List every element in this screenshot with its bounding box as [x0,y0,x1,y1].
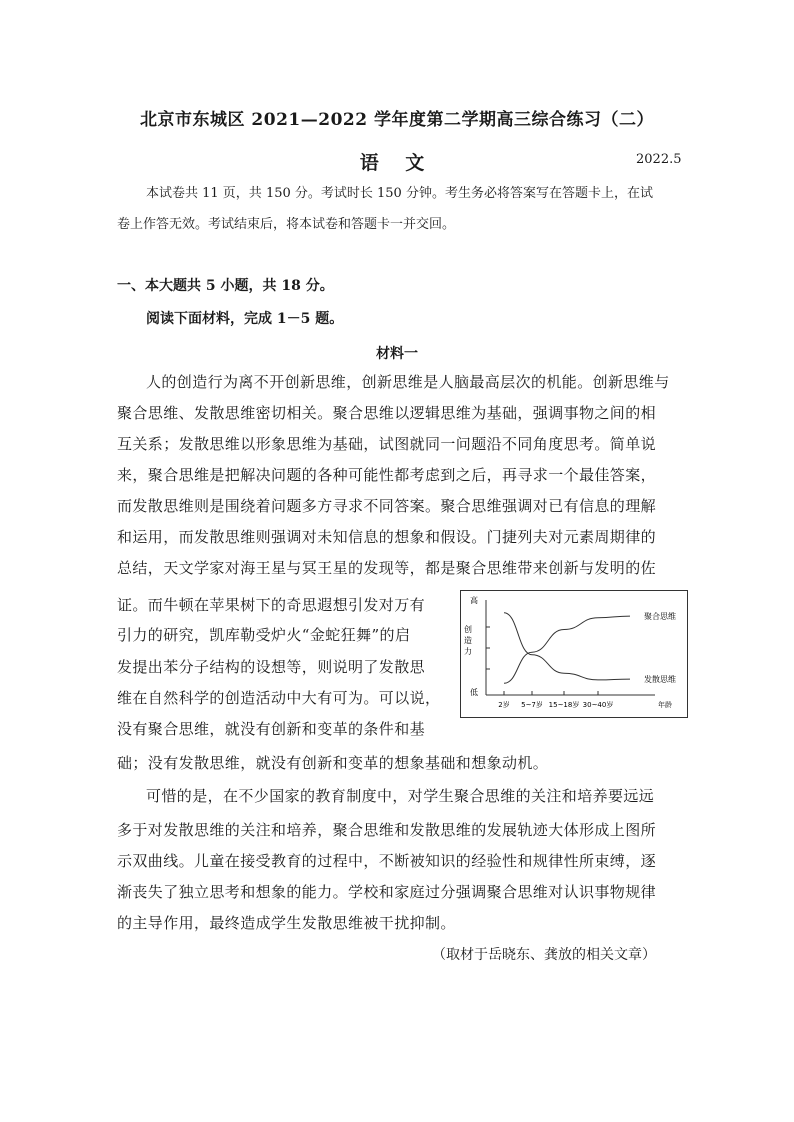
x-tick-label: 5~7岁 [521,701,543,709]
paragraph-line: 引力的研究，凯库勒受炉火“金蛇狂舞”的启 [117,626,411,644]
paragraph-line: 渐丧失了独立思考和想象的能力。学校和家庭过分强调聚合思维对认识事物规律 [117,883,657,901]
y-high-label: 高 [470,596,478,605]
paragraph-line: 而发散思维则是围绕着问题多方寻求不同答案。聚合思维强调对已有信息的理解 [117,497,657,515]
creativity-chart [460,590,688,718]
x-tick-label: 年龄 [658,701,672,709]
paragraph-line: 多于对发散思维的关注和培养，聚合思维和发散思维的发展轨迹大体形成上图所 [117,821,657,839]
y-axis-label: 创造力 [464,625,472,656]
paragraph-line: 聚合思维、发散思维密切相关。聚合思维以逻辑思维为基础，强调事物之间的相 [117,404,657,422]
section-heading: 一、本大题共 5 小题，共 18 分。 [117,278,334,294]
paragraph-line: 证。而牛顿在苹果树下的奇思遐想引发对万有 [117,596,426,614]
intro-line: 卷上作答无效。考试结束后，将本试卷和答题卡一并交回。 [117,217,456,232]
x-tick-label: 30~40岁 [582,701,614,709]
chart-frame [461,591,688,718]
y-low-label: 低 [470,688,478,697]
exam-title: 北京市东城区 2021—2022 学年度第二学期高三综合练习（二） [140,110,654,130]
paragraph-line: 础；没有发散思维，就没有创新和变革的想象基础和想象动机。 [117,754,549,772]
paragraph-line: 发提出苯分子结构的设想等，则说明了发散思 [117,658,426,676]
source-citation: （取材于岳晓东、龚放的相关文章） [432,947,656,963]
subject-title: 语 文 [359,152,435,174]
paragraph-line: 和运用，而发散思维则强调对未知信息的想象和假设。门捷列夫对元素周期律的 [117,528,657,546]
exam-date: 2022.5 [636,152,682,167]
paragraph-line: 总结，天文学家对海王星与冥王星的发现等，都是聚合思维带来创新与发明的佐 [117,559,657,577]
paragraph-line: 来，聚合思维是把解决问题的各种可能性都考虑到之后，再寻求一个最佳答案， [117,466,657,484]
material-title: 材料一 [376,346,418,362]
x-tick-label: 15~18岁 [548,701,580,709]
paragraph-line: 互关系；发散思维以形象思维为基础，试图就同一问题沿不同角度思考。简单说 [117,435,657,453]
series-label: 聚合思维 [644,612,676,622]
x-tick-label: 2岁 [498,701,510,709]
series-label: 发散思维 [644,675,676,685]
paragraph-line: 可惜的是，在不少国家的教育制度中，对学生聚合思维的关注和培养要远远 [146,787,655,805]
paragraph-line: 的主导作用，最终造成学生发散思维被干扰抑制。 [117,914,456,932]
paragraph-line: 人的创造行为离不开创新思维，创新思维是人脑最高层次的机能。创新思维与 [146,373,670,391]
paragraph-line: 维在自然科学的创造活动中大有可为。可以说， [117,689,441,707]
intro-line: 本试卷共 11 页，共 150 分。考试时长 150 分钟。考生务必将答案写在答题卡上，在试 [146,186,653,201]
paragraph-line: 没有聚合思维，就没有创新和变革的条件和基 [117,720,426,738]
paragraph-line: 示双曲线。儿童在接受教育的过程中，不断被知识的经验性和规律性所束缚，逐 [117,852,657,870]
section-instruction: 阅读下面材料，完成 1－5 题。 [146,311,344,327]
